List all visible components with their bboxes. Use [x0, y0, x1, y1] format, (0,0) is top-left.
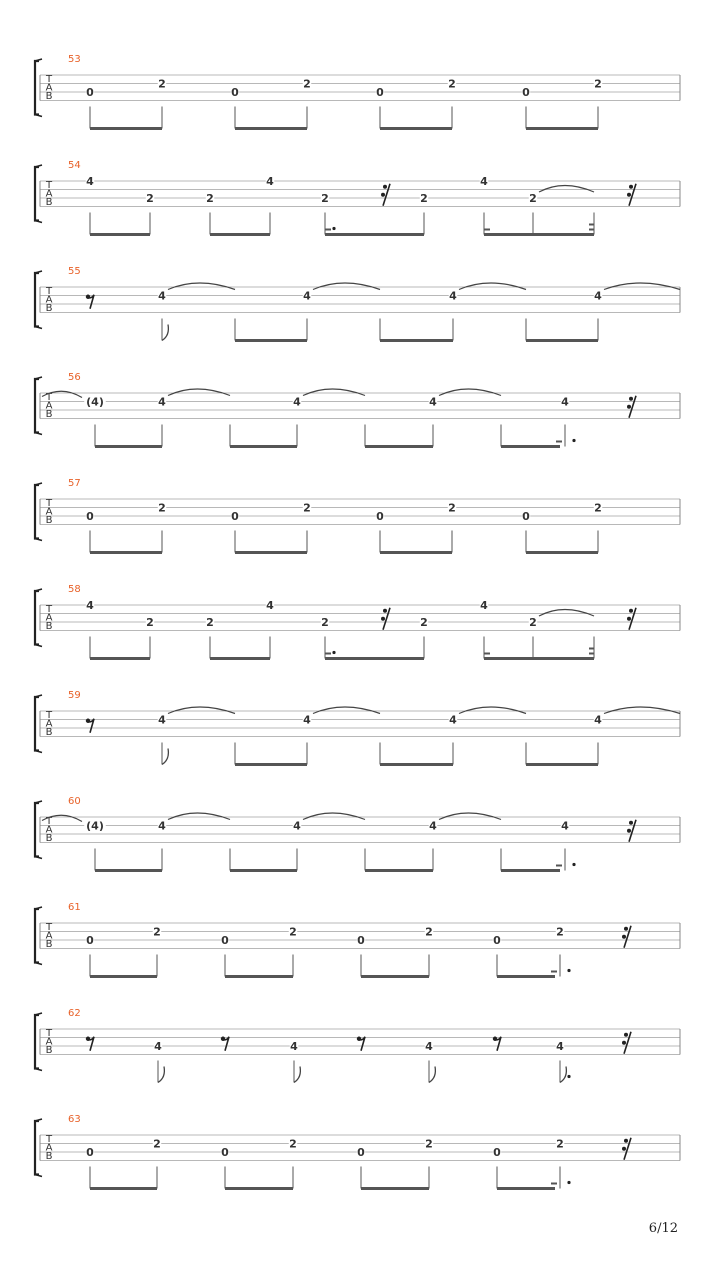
tab-clef-letter: T — [45, 392, 53, 403]
augmentation-dot — [567, 1181, 570, 1184]
beam — [361, 975, 429, 978]
bracket-serif-bottom — [35, 963, 42, 965]
beam — [365, 869, 433, 872]
fret-number: 4 — [449, 289, 457, 303]
fret-number: 0 — [86, 510, 94, 523]
fret-number: 2 — [556, 1137, 564, 1151]
tab-clef-letter: B — [45, 727, 53, 738]
fret-number: 2 — [321, 192, 329, 205]
note-flag — [158, 1067, 164, 1083]
fret-number: 4 — [303, 289, 311, 303]
fret-number: 4 — [303, 713, 311, 727]
beam — [380, 339, 453, 342]
system-bracket — [35, 273, 39, 327]
tab-system — [35, 902, 680, 978]
fret-number: 4 — [158, 395, 166, 409]
beam — [230, 869, 297, 872]
tab-system — [35, 160, 680, 236]
sixteenth-rest-dot — [381, 193, 385, 197]
fret-number: 0 — [493, 1146, 501, 1159]
beam — [90, 127, 162, 130]
fret-number: 2 — [206, 616, 214, 629]
fret-number: 4 — [425, 1040, 433, 1053]
beam — [526, 339, 598, 342]
tab-clef-letter: B — [45, 833, 53, 844]
measure-number: 63 — [68, 1114, 81, 1125]
tab-clef-letter: B — [45, 1151, 53, 1162]
measure-number: 53 — [68, 54, 81, 65]
bracket-serif-bottom — [35, 433, 42, 435]
fret-number: 4 — [480, 599, 488, 612]
bracket-serif-top — [35, 165, 42, 167]
tab-clef-letter: T — [45, 604, 53, 615]
fret-number: 2 — [420, 192, 428, 205]
system-bracket — [35, 1121, 39, 1175]
sixteenth-rest-dot — [629, 397, 633, 401]
tab-clef-letter: A — [45, 188, 53, 200]
sixteenth-rest-dot — [629, 185, 633, 189]
measure-number: 59 — [68, 690, 81, 701]
tie-arc — [168, 707, 235, 714]
fret-number: (4) — [86, 819, 104, 833]
tie-arc — [459, 283, 526, 290]
sixteenth-rest-dot — [629, 821, 633, 825]
beam — [90, 233, 150, 236]
fret-number: 0 — [231, 86, 239, 99]
note-flag — [162, 749, 168, 765]
tab-system — [35, 1114, 680, 1190]
fret-number: 2 — [594, 77, 602, 91]
fret-number: 4 — [594, 713, 602, 727]
tab-clef-letter: T — [45, 498, 53, 509]
fret-number: 2 — [448, 501, 456, 515]
tie-arc — [168, 813, 230, 820]
sixteenth-rest-dot — [629, 609, 633, 613]
fret-number: 2 — [556, 925, 564, 939]
partial-beam — [551, 1183, 557, 1185]
fret-number: 4 — [429, 819, 437, 833]
measure-number: 55 — [68, 266, 81, 277]
bracket-serif-top — [35, 1119, 42, 1121]
fret-number: 4 — [158, 819, 166, 833]
beam — [95, 869, 162, 872]
fret-number: 2 — [321, 616, 329, 629]
fret-number: 4 — [158, 289, 166, 303]
bracket-serif-bottom — [35, 221, 42, 223]
fret-number: 2 — [146, 192, 154, 205]
fret-number: 4 — [293, 819, 301, 833]
tab-clef-letter: T — [45, 1028, 53, 1039]
beam — [90, 657, 150, 660]
beam — [380, 127, 452, 130]
sixteenth-rest-dot — [627, 193, 631, 197]
tab-clef-letter: A — [45, 400, 53, 412]
fret-number: 4 — [158, 713, 166, 727]
tie-arc — [539, 610, 594, 617]
bracket-serif-top — [35, 801, 42, 803]
tab-clef-letter: T — [45, 816, 53, 827]
tab-system — [35, 1008, 680, 1083]
fret-number: 0 — [86, 934, 94, 947]
sixteenth-rest-dot — [622, 1041, 626, 1045]
partial-beam — [484, 653, 490, 655]
bracket-serif-top — [35, 377, 42, 379]
tie-arc — [168, 283, 235, 290]
augmentation-dot — [567, 969, 570, 972]
bracket-serif-bottom — [35, 857, 42, 859]
note-flag — [162, 325, 168, 341]
fret-number: 0 — [86, 1146, 94, 1159]
beam — [230, 445, 297, 448]
tab-clef-letter: T — [45, 1134, 53, 1145]
beam — [235, 127, 307, 130]
beam — [90, 551, 162, 554]
bracket-serif-top — [35, 589, 42, 591]
fret-number: 0 — [231, 510, 239, 523]
tab-clef-letter: A — [45, 82, 53, 94]
sixteenth-rest-dot — [627, 405, 631, 409]
tie-arc — [459, 707, 526, 714]
bracket-serif-bottom — [35, 751, 42, 753]
tab-system — [35, 690, 680, 766]
tab-clef-letter: A — [45, 294, 53, 306]
system-bracket — [35, 909, 39, 963]
fret-number: 0 — [493, 934, 501, 947]
partial-beam — [589, 648, 594, 650]
fret-number: 4 — [266, 175, 274, 188]
tab-clef-letter: A — [45, 824, 53, 836]
fret-number: 4 — [266, 599, 274, 612]
partial-beam — [325, 653, 331, 655]
partial-beam — [589, 653, 594, 655]
fret-number: 0 — [357, 1146, 365, 1159]
system-bracket — [35, 167, 39, 221]
bracket-serif-bottom — [35, 539, 42, 541]
tie-arc — [539, 186, 594, 193]
beam — [526, 551, 598, 554]
sixteenth-rest-dot — [627, 617, 631, 621]
beam — [235, 551, 307, 554]
bracket-serif-bottom — [35, 115, 42, 117]
fret-number: 0 — [357, 934, 365, 947]
beam — [210, 657, 270, 660]
sixteenth-rest-dot — [622, 1147, 626, 1151]
beam — [325, 657, 424, 660]
fret-number: (4) — [86, 395, 104, 409]
bracket-serif-top — [35, 59, 42, 61]
tab-clef-letter: A — [45, 718, 53, 730]
fret-number: 0 — [376, 510, 384, 523]
bracket-serif-top — [35, 271, 42, 273]
tie-arc — [439, 813, 501, 820]
bracket-serif-top — [35, 695, 42, 697]
fret-number: 0 — [376, 86, 384, 99]
fret-number: 2 — [594, 501, 602, 515]
tab-system — [35, 584, 680, 660]
fret-number: 2 — [158, 501, 166, 515]
tab-clef-letter: T — [45, 710, 53, 721]
fret-number: 2 — [289, 925, 297, 939]
fret-number: 4 — [561, 819, 569, 833]
tab-clef-letter: A — [45, 930, 53, 942]
fret-number: 2 — [529, 192, 537, 205]
measure-number: 58 — [68, 584, 81, 595]
augmentation-dot — [332, 651, 335, 654]
beam — [526, 127, 598, 130]
fret-number: 2 — [153, 1137, 161, 1151]
tab-system — [35, 478, 680, 554]
beam — [325, 233, 424, 236]
tab-clef-letter: B — [45, 621, 53, 632]
bracket-serif-top — [35, 907, 42, 909]
tab-clef-letter: B — [45, 515, 53, 526]
fret-number: 2 — [529, 616, 537, 629]
fret-number: 4 — [449, 713, 457, 727]
beam — [225, 1187, 293, 1190]
system-bracket — [35, 485, 39, 539]
sixteenth-rest-dot — [624, 1033, 628, 1037]
partial-beam — [484, 229, 490, 231]
fret-number: 2 — [303, 77, 311, 91]
fret-number: 2 — [448, 77, 456, 91]
beam — [497, 1187, 555, 1190]
tab-system — [35, 54, 680, 130]
fret-number: 2 — [206, 192, 214, 205]
beam — [484, 233, 594, 236]
note-flag — [560, 1067, 566, 1083]
tab-clef-letter: T — [45, 922, 53, 933]
fret-number: 4 — [561, 395, 569, 409]
beam — [526, 763, 598, 766]
beam — [90, 975, 157, 978]
tab-system — [35, 266, 680, 342]
bracket-serif-top — [35, 483, 42, 485]
beam — [90, 1187, 157, 1190]
augmentation-dot — [332, 227, 335, 230]
fret-number: 2 — [289, 1137, 297, 1151]
tab-clef-letter: T — [45, 180, 53, 191]
beam — [235, 339, 307, 342]
sixteenth-rest-dot — [383, 609, 387, 613]
partial-beam — [556, 865, 562, 867]
system-bracket — [35, 697, 39, 751]
augmentation-dot — [567, 1075, 570, 1078]
sixteenth-rest-dot — [624, 927, 628, 931]
fret-number: 2 — [425, 1137, 433, 1151]
fret-number: 0 — [221, 1146, 229, 1159]
tab-clef-letter: B — [45, 197, 53, 208]
measure-number: 57 — [68, 478, 81, 489]
tie-arc — [604, 707, 680, 714]
tab-clef-letter: B — [45, 939, 53, 950]
beam — [225, 975, 293, 978]
beam — [95, 445, 162, 448]
partial-beam — [589, 229, 594, 231]
fret-number: 4 — [480, 175, 488, 188]
fret-number: 4 — [293, 395, 301, 409]
fret-number: 2 — [153, 925, 161, 939]
sixteenth-rest-dot — [624, 1139, 628, 1143]
measure-number: 56 — [68, 372, 81, 383]
fret-number: 4 — [429, 395, 437, 409]
tie-arc — [439, 389, 501, 396]
partial-beam — [589, 224, 594, 226]
system-bracket — [35, 61, 39, 115]
tie-arc — [313, 707, 380, 714]
system-bracket — [35, 591, 39, 645]
fret-number: 4 — [154, 1040, 162, 1053]
tab-system — [35, 372, 680, 448]
tab-clef-letter: B — [45, 1045, 53, 1056]
measure-number: 61 — [68, 902, 81, 913]
fret-number: 4 — [556, 1040, 564, 1053]
augmentation-dot — [572, 863, 575, 866]
tab-clef-letter: A — [45, 1036, 53, 1048]
beam — [210, 233, 270, 236]
bracket-serif-top — [35, 1013, 42, 1015]
note-flag — [429, 1067, 435, 1083]
measure-number: 62 — [68, 1008, 81, 1019]
beam — [497, 975, 555, 978]
partial-beam — [556, 441, 562, 443]
system-bracket — [35, 1015, 39, 1069]
augmentation-dot — [572, 439, 575, 442]
fret-number: 2 — [303, 501, 311, 515]
beam — [361, 1187, 429, 1190]
beam — [380, 551, 452, 554]
tab-clef-letter: A — [45, 506, 53, 518]
tie-arc — [168, 389, 230, 396]
tab-clef-letter: B — [45, 303, 53, 314]
tab-clef-letter: T — [45, 286, 53, 297]
partial-beam — [551, 971, 557, 973]
sixteenth-rest-dot — [381, 617, 385, 621]
fret-number: 0 — [86, 86, 94, 99]
sixteenth-rest-dot — [622, 935, 626, 939]
tab-clef-letter: T — [45, 74, 53, 85]
measure-number: 60 — [68, 796, 81, 807]
bracket-serif-bottom — [35, 1069, 42, 1071]
fret-number: 0 — [522, 86, 530, 99]
tab-clef-letter: B — [45, 409, 53, 420]
bracket-serif-bottom — [35, 645, 42, 647]
tab-system — [35, 796, 680, 872]
beam — [365, 445, 433, 448]
tie-arc — [303, 813, 365, 820]
partial-beam — [325, 229, 331, 231]
beam — [501, 869, 560, 872]
beam — [235, 763, 307, 766]
fret-number: 4 — [86, 599, 94, 612]
tie-arc — [313, 283, 380, 290]
fret-number: 2 — [158, 77, 166, 91]
beam — [501, 445, 560, 448]
tab-clef-letter: A — [45, 1142, 53, 1154]
fret-number: 0 — [221, 934, 229, 947]
system-bracket — [35, 379, 39, 433]
tab-clef-letter: A — [45, 612, 53, 624]
note-flag — [294, 1067, 300, 1083]
sixteenth-rest-dot — [383, 185, 387, 189]
fret-number: 4 — [86, 175, 94, 188]
beam — [484, 657, 594, 660]
fret-number: 4 — [594, 289, 602, 303]
fret-number: 2 — [146, 616, 154, 629]
measure-number: 54 — [68, 160, 81, 171]
beam — [380, 763, 453, 766]
tie-arc — [604, 283, 680, 290]
fret-number: 0 — [522, 510, 530, 523]
tie-arc — [303, 389, 365, 396]
fret-number: 4 — [290, 1040, 298, 1053]
sixteenth-rest-dot — [627, 829, 631, 833]
bracket-serif-bottom — [35, 327, 42, 329]
fret-number: 2 — [425, 925, 433, 939]
tab-clef-letter: B — [45, 91, 53, 102]
bracket-serif-bottom — [35, 1175, 42, 1177]
page-number: 6/12 — [648, 1221, 678, 1236]
fret-number: 2 — [420, 616, 428, 629]
system-bracket — [35, 803, 39, 857]
